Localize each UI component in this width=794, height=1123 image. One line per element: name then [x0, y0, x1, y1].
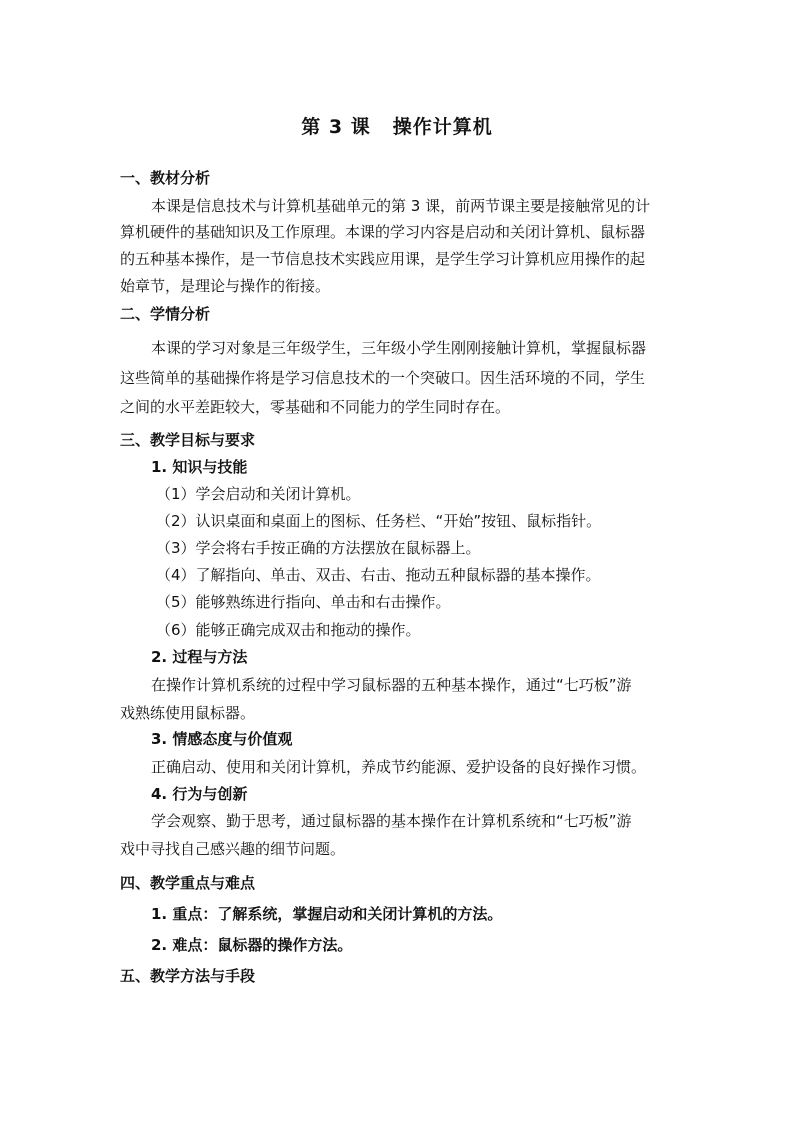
list-item: （4）了解指向、单击、双击、右击、拖动五种鼠标器的基本操作。: [156, 566, 601, 584]
subsection-heading: 1. 知识与技能: [151, 458, 248, 476]
section-heading-2: 二、学情分析: [120, 305, 211, 323]
subsection-heading: 3. 情感态度与价值观: [151, 730, 293, 748]
paragraph-line: 戏熟练使用鼠标器。: [120, 704, 256, 722]
page-title: [0, 114, 794, 140]
section-heading-1: 一、教材分析: [120, 169, 211, 187]
paragraph-line: 算机硬件的基础知识及工作原理。本课的学习内容是启动和关闭计算机、鼠标器: [120, 223, 646, 241]
list-item: （5）能够熟练进行指向、单击和右击操作。: [156, 593, 451, 611]
list-item: （1）学会启动和关闭计算机。: [156, 485, 361, 503]
paragraph-line: 本课是信息技术与计算机基础单元的第 3 课，前两节课主要是接触常见的计: [151, 197, 651, 215]
subsection-heading: 2. 过程与方法: [151, 648, 248, 666]
section-heading-5: 五、教学方法与手段: [120, 967, 256, 985]
paragraph-line: 之间的水平差距较大，零基础和不同能力的学生同时存在。: [120, 398, 511, 416]
paragraph-line: 始章节，是理论与操作的衔接。: [120, 277, 331, 295]
list-item: （2）认识桌面和桌面上的图标、任务栏、“开始”按钮、鼠标指针。: [156, 512, 602, 530]
list-item: （6）能够正确完成双击和拖动的操作。: [156, 621, 421, 639]
paragraph-line: 戏中寻找自己感兴趣的细节问题。: [120, 840, 346, 858]
paragraph-line: 这些简单的基础操作将是学习信息技术的一个突破口。因生活环境的不同，学生: [120, 369, 646, 387]
paragraph-line: 学会观察、勤于思考，通过鼠标器的基本操作在计算机系统和“七巧板”游: [151, 812, 632, 830]
key-point-line: 1. 重点：了解系统，掌握启动和关闭计算机的方法。: [151, 905, 503, 923]
paragraph-line: 本课的学习对象是三年级学生，三年级小学生刚刚接触计算机，掌握鼠标器: [151, 339, 647, 357]
paragraph-line: 正确启动、使用和关闭计算机，养成节约能源、爱护设备的良好操作习惯。: [151, 758, 647, 776]
lesson-number: 第 3 课: [301, 116, 371, 138]
paragraph-line: 在操作计算机系统的过程中学习鼠标器的五种基本操作，通过“七巧板”游: [151, 676, 632, 694]
section-heading-3: 三、教学目标与要求: [120, 431, 256, 449]
difficulty-line: 2. 难点：鼠标器的操作方法。: [151, 936, 353, 954]
paragraph-line: 的五种基本操作，是一节信息技术实践应用课，是学生学习计算机应用操作的起: [120, 250, 646, 268]
lesson-title: 操作计算机: [392, 116, 493, 138]
section-heading-4: 四、教学重点与难点: [120, 874, 256, 892]
subsection-heading: 4. 行为与创新: [151, 785, 248, 803]
list-item: （3）学会将右手按正确的方法摆放在鼠标器上。: [156, 539, 481, 557]
